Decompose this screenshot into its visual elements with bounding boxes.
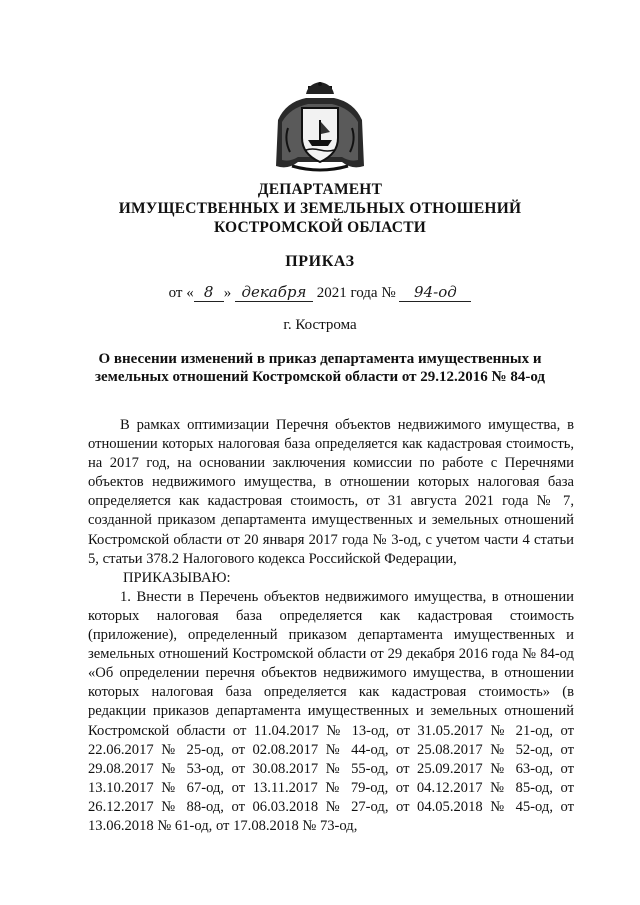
subject-line-1: О внесении изменений в приказ департамента имущественных и [98, 351, 542, 367]
order-number-handwritten: 94-од [399, 284, 471, 302]
department-line-2: ИМУЩЕСТВЕННЫХ И ЗЕМЕЛЬНЫХ ОТНОШЕНИЙ [118, 200, 522, 217]
document-type-title: ПРИКАЗ [285, 253, 355, 270]
order-subject [70, 350, 570, 386]
coat-of-arms-emblem [272, 82, 368, 174]
subject-line-2: земельных отношений Костромской области от 29.12.2016 № 84-од [94, 369, 546, 385]
department-line-3: КОСТРОМСКОЙ ОБЛАСТИ [213, 219, 426, 236]
date-open-quote: « [186, 285, 194, 301]
date-from-label: от [168, 285, 183, 301]
department-line-1: ДЕПАРТАМЕНТ [257, 181, 383, 198]
order-body [88, 416, 574, 836]
department-header [60, 180, 580, 237]
date-month-handwritten: декабря [235, 284, 313, 302]
command-word: ПРИКАЗЫВАЮ: [123, 569, 231, 586]
date-line [0, 283, 640, 303]
preamble-paragraph: В рамках оптимизации Перечня объектов недвижимого имущества, в отношении которых налоговая база определяется как кадастровая стоимость, на 2017 год, на основании заключения комиссии по работе с Перечнями объектов недвижимого имущества, в отношении которых налоговая база определяется как кадастровая стоимость, от 31 августа 2021 года № 7, созданной приказом департамента имущественных и земельных отношений Костромской области от 20 января 2017 года № 3-од, с учетом части 4 статьи 5, статьи 378.2 Налогового кодекса Российской Федерации, [88, 417, 574, 567]
item-1-paragraph: 1. Внести в Перечень объектов недвижимого имущества, в отношении которых налоговая база определяется как кадастровая стоимость (приложение), определенный приказом департамента имущественных и земельных отношений Костромской области от 29 декабря 2016 года № 84-од «Об определении перечня объектов недвижимого имущества, в отношении которых налоговая база определяется как кадастровая стоимость» (в редакции приказов департамента имущественных и земельных отношений Костромской области от 11.04.2017 № 13-од, от 31.05.2017 № 21-од, от 22.06.2017 № 25-од, от 02.08.2017 № 44-од, от 25.08.2017 № 52-од, от 29.08.2017 № 53-од, от 30.08.2017 № 55-од, от 25.09.2017 № 63-од, от 13.10.2017 № 67-од, от 13.11.2017 № 79-од, от 04.12.2017 № 85-од, от 26.12.2017 № 88-од, от 06.03.2018 № 27-од, от 04.05.2018 № 45-од, от 13.06.2018 № 61-од, от 17.08.2018 № 73-од, [88, 588, 574, 834]
date-day-handwritten: 8 [194, 284, 224, 302]
date-year-text: 2021 года № [316, 285, 396, 301]
date-close-quote: » [223, 285, 232, 301]
city-line: г. Кострома [283, 317, 357, 333]
